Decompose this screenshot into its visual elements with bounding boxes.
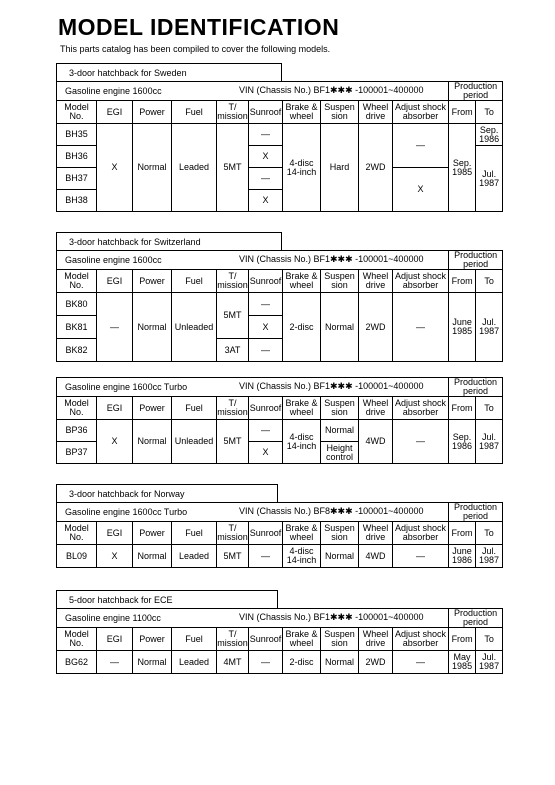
transmission-cell: 3AT [217,339,249,362]
shock-cell: X [393,168,449,212]
header-model: Model No. [57,101,97,124]
brake-cell: 2-disc [283,651,321,674]
fuel-cell: Leaded [172,651,217,674]
fuel-cell: Unleaded [172,293,217,362]
model-table [56,81,503,212]
header-to: To [476,101,503,124]
sunroof-cell: — [249,339,283,362]
suspension-cell: Normal [321,293,359,362]
model-no: BP37 [57,442,97,464]
header-brake: Brake & wheel [283,522,321,545]
header-shock: Adjust shock absorber [393,628,449,651]
engine-row [57,609,449,628]
sunroof-cell: X [249,190,283,212]
section-2 [56,377,503,464]
from-cell: May 1985 [449,651,476,674]
header-suspension: Suspen sion [321,397,359,420]
vin-label: VIN (Chassis No.) BF1✱✱✱ -100001~400000 [239,381,424,391]
header-from: From [449,397,476,420]
shock-cell: — [393,420,449,464]
model-no: BK81 [57,316,97,339]
header-to: To [476,270,503,293]
engine-label: Gasoline engine 1600cc Turbo [65,506,188,517]
fuel-cell: Unleaded [172,420,217,464]
header-egi: EGI [97,628,133,651]
header-from: From [449,101,476,124]
brake-cell: 4-disc 14-inch [283,420,321,464]
vin-label: VIN (Chassis No.) BF8✱✱✱ -100001~400000 [239,506,424,516]
model-no: BL09 [57,545,97,568]
header-model: Model No. [57,628,97,651]
transmission-cell: 4MT [217,651,249,674]
vin-label: VIN (Chassis No.) BF1✱✱✱ -100001~400000 [239,85,424,95]
header-power: Power [133,522,172,545]
header-from: From [449,270,476,293]
engine-label: Gasoline engine 1100cc [65,612,161,623]
header-suspension: Suspen sion [321,101,359,124]
shock-cell: — [393,124,449,168]
production-header: Production period [449,503,503,522]
engine-row [57,378,449,397]
header-suspension: Suspen sion [321,270,359,293]
drive-cell: 2WD [359,293,393,362]
model-no: BH38 [57,190,97,212]
transmission-cell: 5MT [217,545,249,568]
intro-text: This parts catalog has been compiled to cover the following models. [60,44,331,54]
suspension-cell: Normal [321,420,359,442]
header-power: Power [133,270,172,293]
header-fuel: Fuel [172,270,217,293]
model-no: BG62 [57,651,97,674]
header-fuel: Fuel [172,101,217,124]
shock-cell: — [393,651,449,674]
header-brake: Brake & wheel [283,397,321,420]
from-cell: June 1986 [449,545,476,568]
sunroof-cell: — [249,545,283,568]
to-cell: Jul. 1987 [476,545,503,568]
sunroof-cell: — [249,420,283,442]
shock-cell: — [393,293,449,362]
power-cell: Normal [133,545,172,568]
header-sunroof: Sunroof [249,397,283,420]
header-power: Power [133,397,172,420]
suspension-cell: Hard [321,124,359,212]
header-shock: Adjust shock absorber [393,522,449,545]
production-header: Production period [449,251,503,270]
to-cell: Jul. 1987 [476,420,503,464]
header-fuel: Fuel [172,397,217,420]
transmission-cell: 5MT [217,420,249,464]
header-egi: EGI [97,522,133,545]
header-brake: Brake & wheel [283,270,321,293]
power-cell: Normal [133,420,172,464]
sunroof-cell: X [249,316,283,339]
vin-label: VIN (Chassis No.) BF1✱✱✱ -100001~400000 [239,254,424,264]
transmission-cell: 5MT [217,293,249,339]
model-no: BH36 [57,146,97,168]
header-transmission: T/ mission [217,628,249,651]
header-fuel: Fuel [172,522,217,545]
model-no: BH35 [57,124,97,146]
suspension-cell: Height control [321,442,359,464]
sunroof-cell: — [249,168,283,190]
brake-cell: 4-disc 14-inch [283,124,321,212]
model-table [56,250,503,362]
header-sunroof: Sunroof [249,101,283,124]
drive-cell: 4WD [359,545,393,568]
suspension-cell: Normal [321,545,359,568]
drive-cell: 4WD [359,420,393,464]
header-to: To [476,628,503,651]
power-cell: Normal [133,124,172,212]
suspension-cell: Normal [321,651,359,674]
header-egi: EGI [97,101,133,124]
egi-cell: X [97,124,133,212]
header-suspension: Suspen sion [321,522,359,545]
model-no: BH37 [57,168,97,190]
header-model: Model No. [57,270,97,293]
header-transmission: T/ mission [217,101,249,124]
header-transmission: T/ mission [217,397,249,420]
section-label: 5-door hatchback for ECE [56,590,278,608]
from-cell: Sep. 1986 [449,420,476,464]
egi-cell: X [97,420,133,464]
brake-cell: 4-disc 14-inch [283,545,321,568]
engine-label: Gasoline engine 1600cc Turbo [65,381,188,392]
section-4 [56,590,503,674]
from-cell: Sep. 1985 [449,124,476,212]
to-cell: Jul. 1987 [476,651,503,674]
header-egi: EGI [97,270,133,293]
fuel-cell: Leaded [172,545,217,568]
header-power: Power [133,101,172,124]
header-brake: Brake & wheel [283,628,321,651]
production-header: Production period [449,82,503,101]
header-sunroof: Sunroof [249,270,283,293]
header-drive: Wheel drive [359,101,393,124]
vin-label: VIN (Chassis No.) BF1✱✱✱ -100001~400000 [239,612,424,622]
section-label: 3-door hatchback for Norway [56,484,278,502]
header-egi: EGI [97,397,133,420]
header-drive: Wheel drive [359,397,393,420]
drive-cell: 2WD [359,651,393,674]
power-cell: Normal [133,293,172,362]
header-to: To [476,522,503,545]
section-label: 3-door hatchback for Switzerland [56,232,282,250]
header-model: Model No. [57,397,97,420]
header-from: From [449,522,476,545]
model-table [56,377,503,464]
header-to: To [476,397,503,420]
header-shock: Adjust shock absorber [393,101,449,124]
section-3 [56,484,503,568]
header-shock: Adjust shock absorber [393,270,449,293]
header-model: Model No. [57,522,97,545]
header-sunroof: Sunroof [249,522,283,545]
header-sunroof: Sunroof [249,628,283,651]
shock-cell: — [393,545,449,568]
engine-row [57,251,449,270]
sunroof-cell: — [249,124,283,146]
header-transmission: T/ mission [217,270,249,293]
header-suspension: Suspen sion [321,628,359,651]
model-no: BK80 [57,293,97,316]
engine-label: Gasoline engine 1600cc [65,85,162,96]
section-label: 3-door hatchback for Sweden [56,63,282,81]
engine-label: Gasoline engine 1600cc [65,254,162,265]
header-shock: Adjust shock absorber [393,397,449,420]
header-power: Power [133,628,172,651]
sunroof-cell: X [249,442,283,464]
header-brake: Brake & wheel [283,101,321,124]
power-cell: Normal [133,651,172,674]
sunroof-cell: X [249,146,283,168]
model-table [56,502,503,568]
transmission-cell: 5MT [217,124,249,212]
header-drive: Wheel drive [359,270,393,293]
to-cell: Jul. 1987 [476,293,503,362]
header-fuel: Fuel [172,628,217,651]
egi-cell: — [97,293,133,362]
sunroof-cell: — [249,293,283,316]
production-header: Production period [449,378,503,397]
egi-cell: X [97,545,133,568]
fuel-cell: Leaded [172,124,217,212]
model-table [56,608,503,674]
from-cell: June 1985 [449,293,476,362]
model-no: BK82 [57,339,97,362]
engine-row [57,82,449,101]
production-header: Production period [449,609,503,628]
sunroof-cell: — [249,651,283,674]
to-cell: Jul. 1987 [476,146,503,212]
header-transmission: T/ mission [217,522,249,545]
engine-row [57,503,449,522]
header-drive: Wheel drive [359,522,393,545]
page-title: MODEL IDENTIFICATION [58,14,340,40]
egi-cell: — [97,651,133,674]
drive-cell: 2WD [359,124,393,212]
model-no: BP36 [57,420,97,442]
section-0 [56,63,503,212]
header-drive: Wheel drive [359,628,393,651]
header-from: From [449,628,476,651]
brake-cell: 2-disc [283,293,321,362]
to-cell: Sep. 1986 [476,124,503,146]
section-1 [56,232,503,362]
